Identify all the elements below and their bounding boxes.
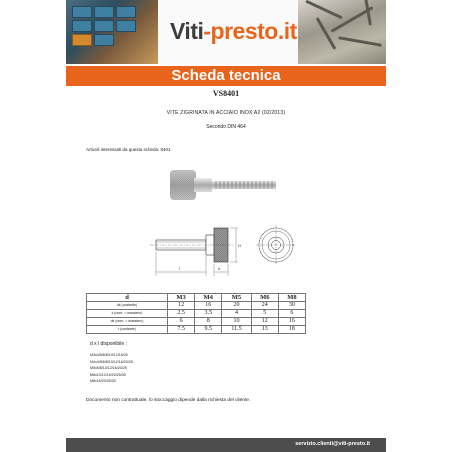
table-cell: 4 <box>222 310 251 318</box>
table-cell: 12 <box>251 318 278 326</box>
table-header-row <box>87 294 306 302</box>
row-label: dk (costante) <box>87 302 168 310</box>
table-header-cell: M5 <box>222 294 251 302</box>
list-item: M6x10/12/16/20/25/30 <box>90 372 126 377</box>
label-head-diameter: H <box>238 243 241 248</box>
table-cell: 10 <box>222 318 251 326</box>
contact-email-link[interactable]: servizio.clienti@viti-presto.it <box>295 441 370 447</box>
table-cell: 16 <box>278 318 305 326</box>
label-length: l <box>179 266 180 271</box>
table-cell: 7.5 <box>168 326 195 334</box>
table-row <box>87 318 306 326</box>
table-cell: 20 <box>222 302 251 310</box>
list-item: M8x16/20/25/30 <box>90 379 116 383</box>
list-item: M3x4/5/6/8/10/12/16/20 <box>90 353 128 357</box>
table-row <box>87 326 306 334</box>
articles-text: Articoli interessati da questa scheda: 8401 <box>86 147 171 152</box>
technical-drawing <box>66 0 386 300</box>
product-code: VS8401 <box>212 89 240 98</box>
row-label: ds (nom. = massimo) <box>87 318 168 326</box>
row-label: k (nom. = massimo) <box>87 310 168 318</box>
table-cell: 30 <box>278 302 305 310</box>
table-cell: 8 <box>195 318 222 326</box>
table-cell: 6 <box>168 318 195 326</box>
table-cell: 12 <box>168 302 195 310</box>
table-cell: 3.5 <box>195 310 222 318</box>
table-header-cell: d <box>87 294 168 302</box>
availability-title: d x l disponibile : <box>90 341 127 347</box>
table-row <box>87 310 306 318</box>
table-cell: 2.5 <box>168 310 195 318</box>
table-cell: 11.5 <box>222 326 251 334</box>
screw-photo <box>170 170 276 200</box>
table-header-cell: M6 <box>251 294 278 302</box>
availability-list <box>90 352 133 385</box>
table-cell: 18 <box>278 326 305 334</box>
footer-bar <box>66 438 386 452</box>
product-standard: Secondo DIN 464 <box>206 124 246 130</box>
table-row <box>87 302 306 310</box>
product-description: VITE ZIGRINATA IN ACCIAIO INOX A2 (02/2013) <box>166 110 286 116</box>
page-title: Scheda tecnica <box>66 66 386 86</box>
table-header-cell: M4 <box>195 294 222 302</box>
end-view <box>256 225 296 265</box>
technical-sheet <box>66 0 386 452</box>
table-header-cell: M3 <box>168 294 195 302</box>
disclaimer-note: Documento non contrattuale, lo stoccaggio dipende dalla richiesta del cliente. <box>86 398 251 403</box>
list-item: M5x6/8/10/12/16/20/25 <box>90 366 127 370</box>
table-cell: 5 <box>251 310 278 318</box>
side-view <box>150 228 238 276</box>
table-cell: 9.5 <box>195 326 222 334</box>
table-cell: 13 <box>251 326 278 334</box>
table-cell: 24 <box>251 302 278 310</box>
label-head-height: k <box>218 266 220 271</box>
brand-logo: Viti-presto.it <box>170 18 297 44</box>
table-header-cell: M8 <box>278 294 305 302</box>
row-label: t (costante) <box>87 326 168 334</box>
table-cell: 16 <box>195 302 222 310</box>
list-item: M4x4/5/6/8/10/12/16/20/25 <box>90 359 133 364</box>
dimensions-table <box>86 293 306 334</box>
table-cell: 6 <box>278 310 305 318</box>
